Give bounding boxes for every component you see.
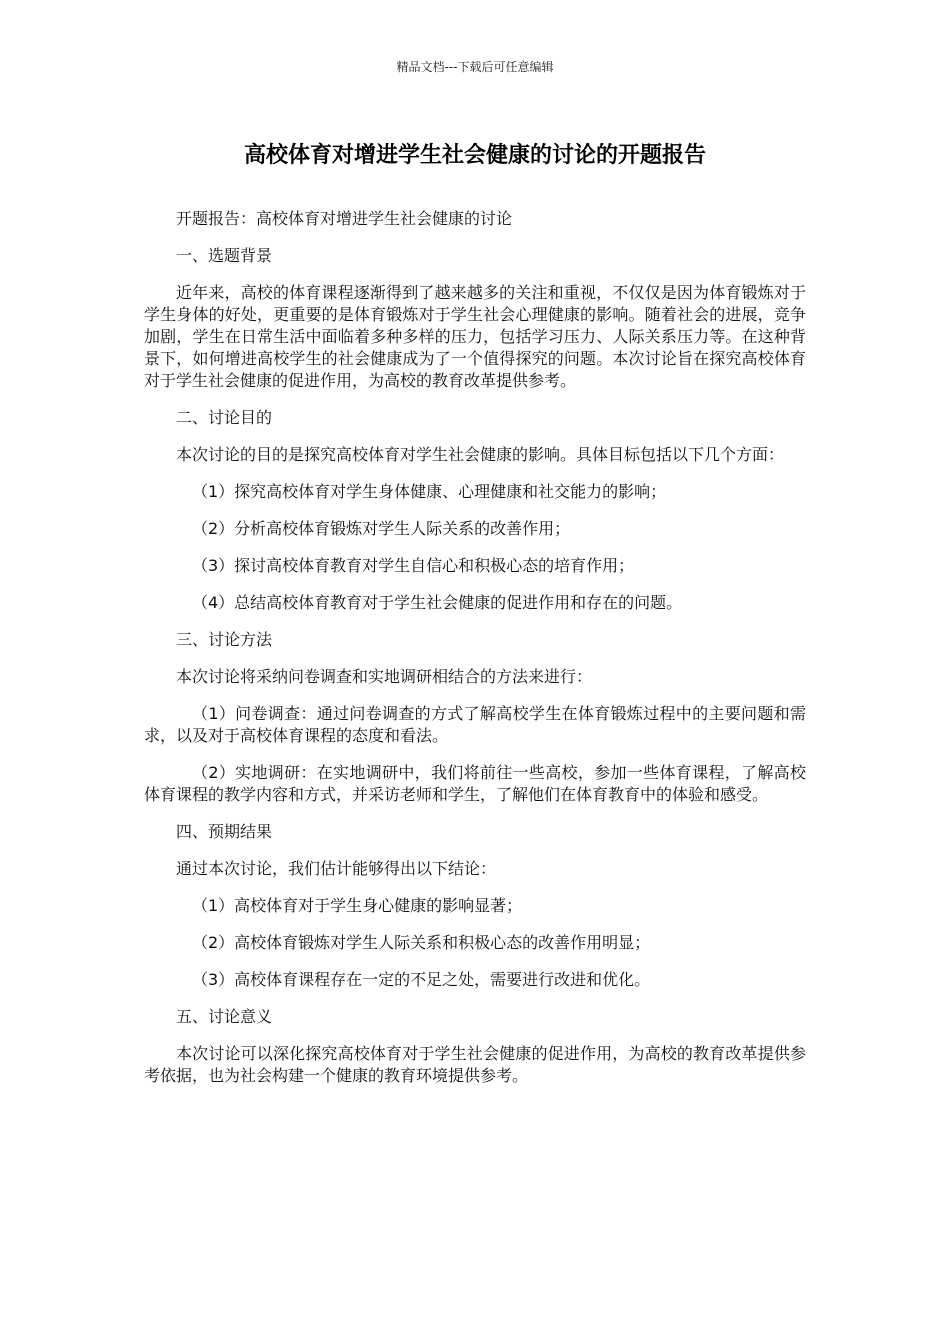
section-heading-method: 三、讨论方法 xyxy=(176,630,273,649)
section-heading-significance: 五、讨论意义 xyxy=(176,1007,273,1026)
list-item: （2）高校体育锻炼对学生人际关系和积极心态的改善作用明显； xyxy=(192,933,651,952)
paragraph-background: 近年来，高校的体育课程逐渐得到了越来越多的关注和重视，不仅仅是因为体育锻炼对于学生身体的好处，更重要的是体育锻炼对于学生社会心理健康的影响。随着社会的进展，竞争加剧，学生在日常生活中面临着多种多样的压力，包括学习压力、人际关系压力等。在这种背景下，如何增进高校学生的社会健康成为了一个值得探究的问题。本次讨论旨在探究高校体育对于学生社会健康的促进作用，为高校的教育改革提供参考。 xyxy=(144,283,806,390)
list-item: （2）实地调研：在实地调研中，我们将前往一些高校，参加一些体育课程，了解高校体育课程的教学内容和方式，并采访老师和学生，了解他们在体育教育中的体验和感受。 xyxy=(144,763,806,804)
list-item: （3）高校体育课程存在一定的不足之处，需要进行改进和优化。 xyxy=(192,970,651,989)
list-item: （1）探究高校体育对学生身体健康、心理健康和社交能力的影响； xyxy=(192,482,667,501)
list-item: （2）分析高校体育锻炼对学生人际关系的改善作用； xyxy=(192,519,571,538)
section-heading-results: 四、预期结果 xyxy=(176,822,273,841)
paragraph-method: 本次讨论将采纳问卷调查和实地调研相结合的方法来进行： xyxy=(176,667,593,686)
list-item: （4）总结高校体育教育对于学生社会健康的促进作用和存在的问题。 xyxy=(192,593,683,612)
paragraph-purpose: 本次讨论的目的是探究高校体育对学生社会健康的影响。具体目标包括以下几个方面： xyxy=(176,445,785,464)
intro-line: 开题报告：高校体育对增进学生社会健康的讨论 xyxy=(176,209,513,228)
paragraph-results: 通过本次讨论，我们估计能够得出以下结论： xyxy=(176,859,497,878)
document-title: 高校体育对增进学生社会健康的讨论的开题报告 xyxy=(243,143,706,168)
list-item: （1）高校体育对于学生身心健康的影响显著； xyxy=(192,896,523,915)
list-item: （1）问卷调查：通过问卷调查的方式了解高校学生在体育锻炼过程中的主要问题和需求，以及对于高校体育课程的态度和看法。 xyxy=(144,704,806,745)
list-item: （3）探讨高校体育教育对学生自信心和积极心态的培育作用； xyxy=(192,556,635,575)
document-body xyxy=(144,208,806,1102)
paragraph-significance: 本次讨论可以深化探究高校体育对于学生社会健康的促进作用，为高校的教育改革提供参考依据，也为社会构建一个健康的教育环境提供参考。 xyxy=(144,1044,806,1085)
section-heading-background: 一、选题背景 xyxy=(176,246,273,265)
page-header: 精品文档---下载后可任意编辑 xyxy=(396,60,554,74)
section-heading-purpose: 二、讨论目的 xyxy=(176,408,273,427)
